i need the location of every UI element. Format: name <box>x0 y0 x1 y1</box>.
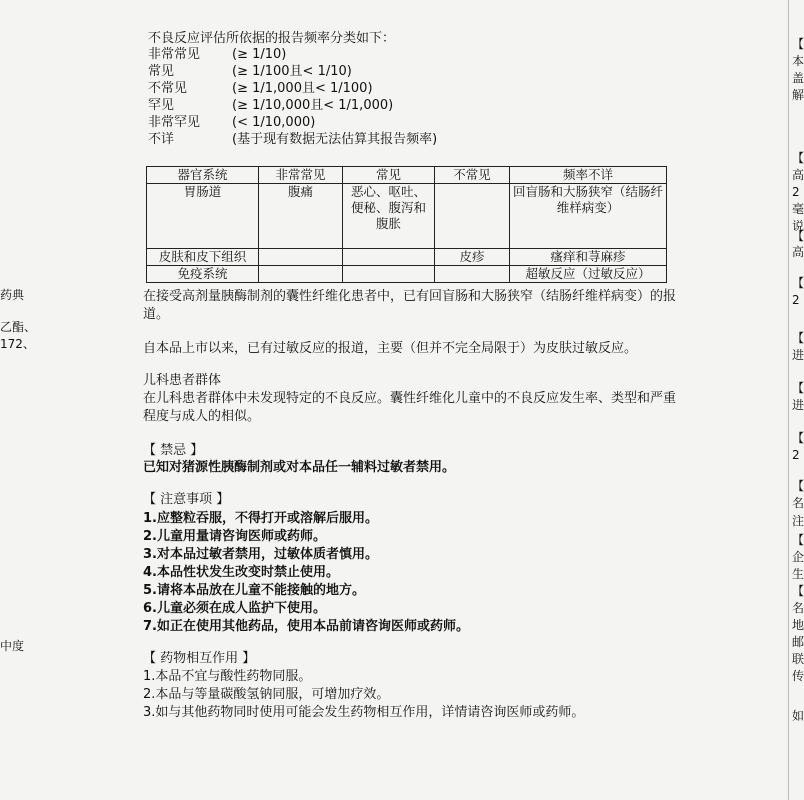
right-edge-fragment: 生 <box>792 567 804 581</box>
table-header: 频率不详 <box>510 167 667 184</box>
table-cell <box>259 249 343 266</box>
frequency-value: (≥ 1/10) <box>232 47 287 62</box>
right-edge-fragment: 【 <box>792 431 804 445</box>
left-edge-fragment: 乙酯、 <box>0 320 37 334</box>
pediatric-text: 在儿科患者群体中未发现特定的不良反应。囊性纤维化儿童中的不良反应发生率、类型和严重程度与成人的相似。 <box>143 391 677 424</box>
table-header: 非常常见 <box>259 167 343 184</box>
frequency-label: 不常见 <box>148 81 188 96</box>
right-edge-fragment: 【 <box>792 533 804 547</box>
list-item: 4.本品性状发生改变时禁止使用。 <box>143 565 339 580</box>
table-cell <box>343 249 435 266</box>
right-edge-fragment: 2 <box>792 448 800 462</box>
right-edge-fragment: 【 <box>792 584 804 598</box>
list-item: 6.儿童必须在成人监护下使用。 <box>143 601 326 616</box>
right-edge-fragment: 解 <box>792 88 804 102</box>
right-edge-fragment: 高 <box>792 245 804 259</box>
right-edge-fragment: 地 <box>792 618 804 632</box>
table-cell <box>343 266 435 283</box>
table-cell: 瘙痒和荨麻疹 <box>510 249 667 266</box>
precautions-title: 【 注意事项 】 <box>143 492 230 507</box>
table-cell: 腹痛 <box>259 184 343 249</box>
left-edge-fragment: 172、 <box>0 337 35 351</box>
right-edge-fragment: 盖 <box>792 71 804 85</box>
table-header-row <box>147 167 667 184</box>
table-cell <box>435 184 510 249</box>
list-item: 1.应整粒吞服，不得打开或溶解后服用。 <box>143 511 378 526</box>
right-edge-fragment: 【 <box>792 381 804 395</box>
adverse-reaction-table <box>146 166 667 283</box>
table-row <box>147 266 667 283</box>
right-edge-fragment: 如 <box>792 709 804 723</box>
right-edge-fragment: 【 <box>792 229 804 243</box>
list-item: 2.儿童用量请咨询医师或药师。 <box>143 529 326 544</box>
frequency-value: (≥ 1/10,000且< 1/1,000) <box>232 98 394 113</box>
table-cell: 皮肤和皮下组织 <box>147 249 259 266</box>
pediatric-title: 儿科患者群体 <box>143 373 222 388</box>
right-edge-fragment: 传 <box>792 669 804 683</box>
right-edge-fragment: 2 <box>792 293 800 307</box>
table-header: 常见 <box>343 167 435 184</box>
frequency-label: 非常罕见 <box>148 115 201 130</box>
right-edge-fragment: 【 <box>792 151 804 165</box>
left-edge-fragment: 药典 <box>0 288 25 302</box>
table-cell: 免疫系统 <box>147 266 259 283</box>
list-item: 1.本品不宜与酸性药物同服。 <box>143 669 312 684</box>
frequency-value: (基于现有数据无法估算其报告频率) <box>232 132 438 147</box>
frequency-label: 常见 <box>148 64 175 79</box>
list-item: 3.对本品过敏者禁用，过敏体质者慎用。 <box>143 547 378 562</box>
right-edge-fragment: 进 <box>792 348 804 362</box>
table-cell: 恶心、呕吐、便秘、腹泻和腹胀 <box>343 184 435 249</box>
right-edge-fragment: 本 <box>792 54 804 68</box>
list-item: 5.请将本品放在儿童不能接触的地方。 <box>143 583 365 598</box>
table-cell: 皮疹 <box>435 249 510 266</box>
table-header: 不常见 <box>435 167 510 184</box>
table-row <box>147 184 667 249</box>
interactions-title: 【 药物相互作用 】 <box>143 651 256 666</box>
frequency-intro: 不良反应评估所依据的报告频率分类如下： <box>148 31 396 46</box>
frequency-value: (< 1/10,000) <box>232 115 316 130</box>
right-edge-fragment: 【 <box>792 331 804 345</box>
right-edge-fragment: 【 <box>792 276 804 290</box>
column-divider <box>788 0 789 800</box>
right-edge-fragment: 企 <box>792 550 804 564</box>
right-edge-fragment: 高 <box>792 168 804 182</box>
right-edge-fragment: 邮 <box>792 635 804 649</box>
postmarketing-paragraph: 自本品上市以来，已有过敏反应的报道，主要（但并不完全局限于）为皮肤过敏反应。 <box>143 341 638 356</box>
list-item: 2.本品与等量碳酸氢钠同服，可增加疗效。 <box>143 687 390 702</box>
frequency-label: 不详 <box>148 132 175 147</box>
table-cell <box>435 266 510 283</box>
frequency-label: 罕见 <box>148 98 175 113</box>
right-edge-fragment: 名 <box>792 601 804 615</box>
right-edge-fragment: 联 <box>792 652 804 666</box>
frequency-value: (≥ 1/1,000且< 1/100) <box>232 81 373 96</box>
colonopathy-paragraph: 在接受高剂量胰酶制剂的囊性纤维化患者中，已有回盲肠和大肠狭窄（结肠纤维样病变）的报道。 <box>143 289 677 322</box>
list-item: 3.如与其他药物同时使用可能会发生药物相互作用，详情请咨询医师或药师。 <box>143 705 585 720</box>
frequency-value: (≥ 1/100且< 1/10) <box>232 64 352 79</box>
list-item: 7.如正在使用其他药品，使用本品前请咨询医师或药师。 <box>143 619 469 634</box>
frequency-label: 非常常见 <box>148 47 201 62</box>
right-edge-fragment: 毫 <box>792 202 804 216</box>
table-row <box>147 249 667 266</box>
table-header: 器官系统 <box>147 167 259 184</box>
right-edge-fragment: 名 <box>792 496 804 510</box>
right-edge-fragment: 2 <box>792 185 800 199</box>
table-cell <box>259 266 343 283</box>
right-edge-fragment: 【 <box>792 37 804 51</box>
table-cell: 胃肠道 <box>147 184 259 249</box>
right-edge-fragment: 进 <box>792 398 804 412</box>
right-edge-fragment: 注 <box>792 514 804 528</box>
right-edge-fragment: 说 <box>792 219 804 233</box>
table-cell: 回盲肠和大肠狭窄（结肠纤维样病变） <box>510 184 667 249</box>
table-cell: 超敏反应（过敏反应） <box>510 266 667 283</box>
right-edge-fragment: 【 <box>792 479 804 493</box>
contraindications-text: 已知对猪源性胰酶制剂或对本品任一辅料过敏者禁用。 <box>143 460 456 475</box>
contraindications-title: 【 禁忌 】 <box>143 443 204 458</box>
left-edge-fragment: 中度 <box>0 639 25 653</box>
